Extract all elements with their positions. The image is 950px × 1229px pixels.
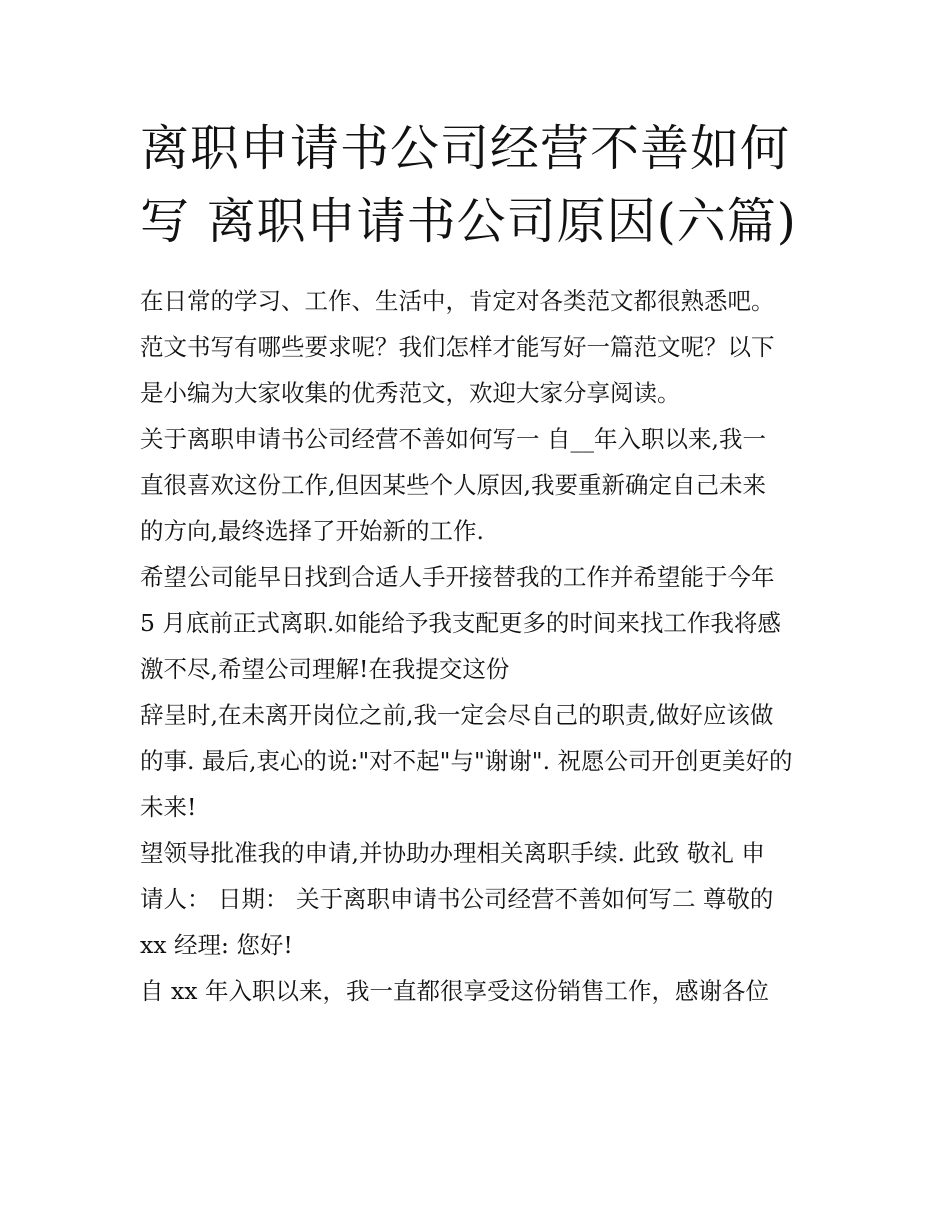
- text-line: 的事. 最后,衷心的说:"对不起"与"谢谢". 祝愿公司开创更美好的: [140, 747, 793, 775]
- text-line: 5 月底前正式离职.如能给予我支配更多的时间来找工作我将感: [140, 609, 781, 637]
- text-line: 范文书写有哪些要求呢？我们怎样才能写好一篇范文呢？以下: [140, 333, 775, 361]
- text-line: 直很喜欢这份工作,但因某些个人原因,我要重新确定自己未来: [140, 471, 766, 499]
- paragraph-letter-one-start: [140, 416, 820, 554]
- paragraph-resignation: [140, 692, 820, 830]
- text-line: 望领导批准我的申请,并协助办理相关离职手续. 此致 敬礼 申: [140, 839, 765, 867]
- text-line: 在日常的学习、工作、生活中，肯定对各类范文都很熟悉吧。: [140, 287, 775, 315]
- text-line: 激不尽,希望公司理解!在我提交这份: [140, 655, 510, 683]
- paragraph-hope: [140, 554, 820, 692]
- document-title: [140, 112, 820, 258]
- title-line: 写 离职申请书公司原因(六篇): [140, 193, 797, 250]
- paragraph-letter-two-start: [140, 968, 820, 1014]
- text-line: 请人： 日期： 关于离职申请书公司经营不善如何写二 尊敬的: [140, 885, 774, 913]
- text-line: xx 经理: 您好!: [140, 931, 293, 959]
- text-line: 辞呈时,在未离开岗位之前,我一定会尽自己的职责,做好应该做: [140, 701, 774, 729]
- text-line: 希望公司能早日找到合适人手开接替我的工作并希望能于今年: [140, 563, 775, 591]
- paragraph-intro: [140, 278, 820, 416]
- paragraph-closing: [140, 830, 820, 968]
- title-line: 离职申请书公司经营不善如何: [140, 120, 791, 177]
- text-line: 的方向,最终选择了开始新的工作.: [140, 517, 484, 545]
- document-body: [140, 278, 820, 1014]
- text-line: 自 xx 年入职以来，我一直都很享受这份销售工作，感谢各位: [140, 977, 769, 1005]
- text-line: 未来!: [140, 793, 197, 821]
- text-line: 是小编为大家收集的优秀范文，欢迎大家分享阅读。: [140, 379, 681, 407]
- text-line: 关于离职申请书公司经营不善如何写一 自__年入职以来,我一: [140, 425, 766, 453]
